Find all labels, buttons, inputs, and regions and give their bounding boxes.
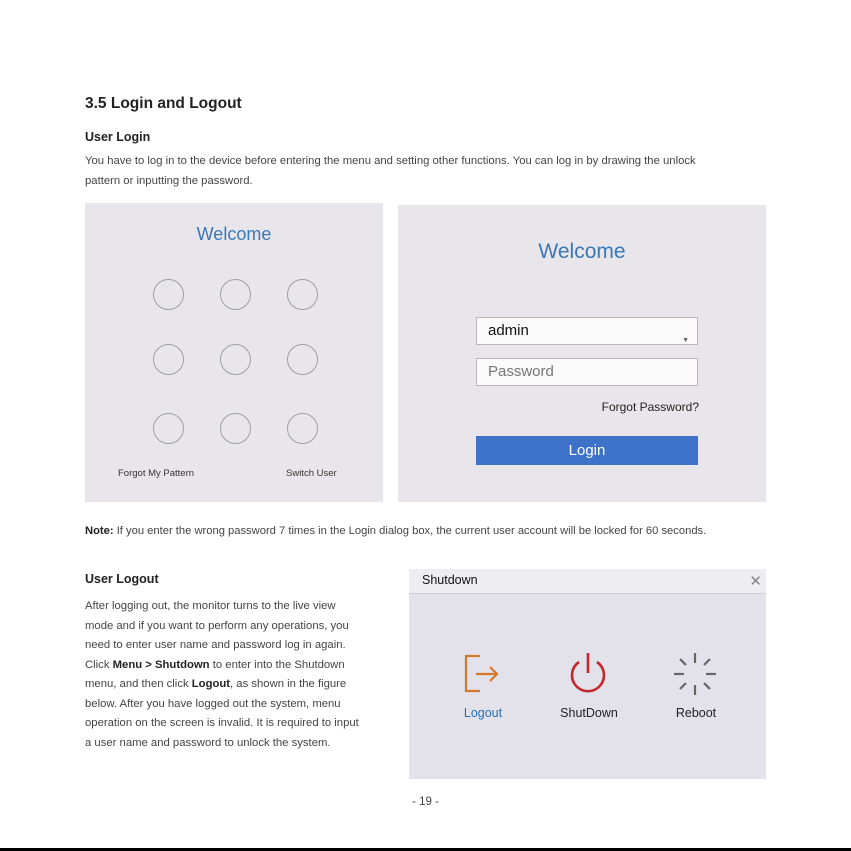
- logout-line: operation on the screen is invalid. It is required to input: [85, 717, 359, 729]
- logout-heading: User Logout: [85, 572, 159, 586]
- pattern-dot[interactable]: [287, 413, 318, 444]
- logout-line: Click Menu > Shutdown to enter into the Shutdown: [85, 658, 345, 671]
- power-icon[interactable]: [566, 651, 610, 695]
- logout-emphasis: Logout: [191, 678, 231, 690]
- logout-line: After logging out, the monitor turns to the live view: [85, 600, 336, 612]
- pattern-dot[interactable]: [220, 279, 251, 310]
- reboot-icon[interactable]: [672, 651, 718, 697]
- shutdown-option-label[interactable]: ShutDown: [560, 706, 618, 720]
- switch-user-link[interactable]: Switch User: [286, 468, 337, 479]
- login-paragraph-line2: pattern or inputting the password.: [85, 175, 253, 187]
- login-paragraph-line1: You have to log in to the device before entering the menu and setting other functions. You can log in by drawing the unlock: [85, 155, 696, 167]
- reboot-option-label[interactable]: Reboot: [675, 706, 717, 720]
- logout-line: below. After you have logged out the system, menu: [85, 697, 341, 710]
- menu-path: Menu > Shutdown: [112, 658, 210, 671]
- logout-icon[interactable]: [460, 653, 502, 695]
- login-heading: User Login: [85, 130, 151, 144]
- pattern-welcome-title: Welcome: [196, 224, 272, 244]
- dialog-header: [409, 569, 766, 594]
- forgot-password-link[interactable]: Forgot Password?: [601, 400, 699, 414]
- note: [85, 522, 706, 542]
- login-button[interactable]: Login: [476, 436, 698, 465]
- pattern-dot[interactable]: [153, 279, 184, 310]
- close-icon[interactable]: ✕: [749, 573, 762, 590]
- pattern-dot[interactable]: [153, 344, 184, 375]
- username-value: admin: [488, 322, 529, 339]
- pattern-dot[interactable]: [287, 344, 318, 375]
- pattern-dot[interactable]: [220, 344, 251, 375]
- logout-line: menu, and then click Logout, as shown in the figure: [85, 678, 347, 690]
- note-label: Note:: [85, 525, 114, 537]
- password-login-screenshot: [398, 205, 766, 502]
- dropdown-caret-icon: ▼: [682, 337, 689, 344]
- logout-line: a user name and password to unlock the system.: [85, 736, 331, 749]
- logout-line: need to enter user name and password log in again.: [85, 639, 346, 651]
- pattern-login-screenshot: [85, 203, 383, 502]
- username-select[interactable]: [476, 317, 698, 345]
- logout-paragraph: [85, 597, 359, 753]
- password-input[interactable]: Password: [476, 358, 698, 386]
- dialog-title: Shutdown: [422, 573, 478, 587]
- section-title: 3.5 Login and Logout: [85, 95, 242, 112]
- password-welcome-title: Welcome: [538, 240, 626, 263]
- shutdown-dialog-screenshot: [409, 569, 766, 779]
- pattern-dot[interactable]: [153, 413, 184, 444]
- pattern-dot[interactable]: [287, 279, 318, 310]
- forgot-pattern-link[interactable]: Forgot My Pattern: [118, 468, 195, 479]
- logout-option-label[interactable]: Logout: [463, 706, 503, 720]
- note-text: If you enter the wrong password 7 times in the Login dialog box, the current user account will be locked for 60 seconds.: [113, 525, 707, 537]
- logout-line: mode and if you want to perform any operations, you: [85, 619, 349, 632]
- pattern-dot[interactable]: [220, 413, 251, 444]
- page-number: - 19 -: [412, 796, 439, 808]
